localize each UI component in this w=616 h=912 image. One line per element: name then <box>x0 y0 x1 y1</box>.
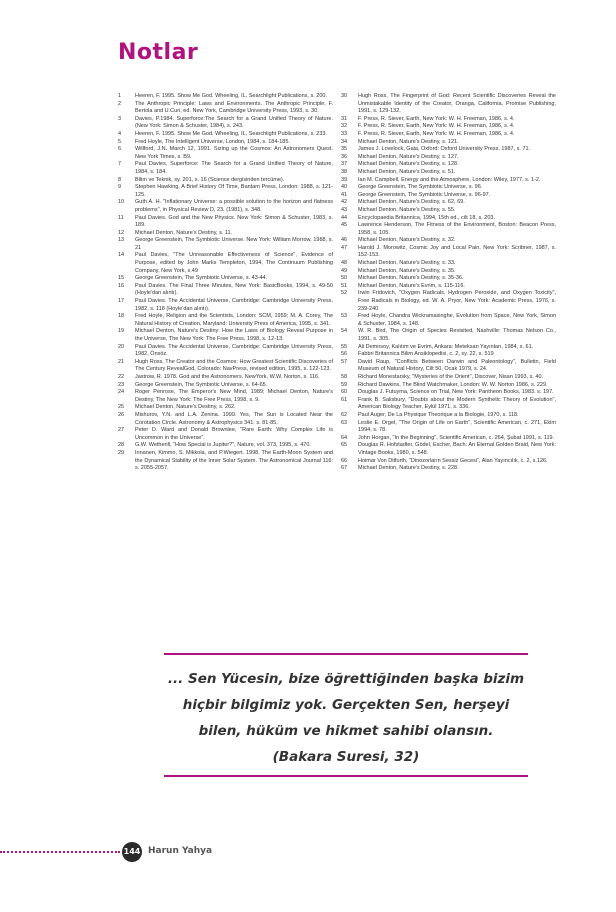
note-number: 14 <box>118 252 125 259</box>
note-number: 52 <box>341 290 348 297</box>
quote-line: ... Sen Yücesin, bize öğrettiğinden başka bizim <box>167 671 525 687</box>
note-item <box>341 344 556 352</box>
note-text: James J. Lovelock, Gaia, Oxford: Oxford University Press, 1987, s. 71. <box>358 146 531 153</box>
note-number: 56 <box>341 351 348 358</box>
note-text: Willford, J.N. March 12, 1991. Sizing up the Cosmos: An Astronomers Quest. New York Times, s. B9. <box>135 146 333 160</box>
note-number: 23 <box>118 381 125 388</box>
note-number: 1 <box>118 93 122 99</box>
quote-line: bilen, hüküm ve hikmet sahibi olansın. <box>198 723 494 739</box>
note-item <box>118 215 333 230</box>
note-text: Roger Penrose, The Emperor's New Mind, 1989; Michael Denton, Nature's Destiny, The New York: The Free Press, 1998, s. 9. <box>135 389 333 403</box>
note-number: 50 <box>341 275 348 282</box>
note-number: 55 <box>341 343 348 350</box>
note-item <box>341 192 556 200</box>
note-text: Heeren, F. 1995. Show Me God. Wheeling, IL, Searchlight Publications, s. 233. <box>135 130 327 137</box>
note-item <box>341 131 556 139</box>
note-item <box>118 93 333 101</box>
note-item <box>118 389 333 404</box>
note-text: Hugh Ross, The Fingerprint of God: Recent Scientific Discoveries Reveal the Unmistakable Identity of the Creator, Oranga, California, Promise Publishing, 1991, s. 129-132. <box>358 93 556 115</box>
footer-brand: Harun Yahya <box>148 846 213 856</box>
notes-column-right <box>341 93 556 473</box>
note-item <box>118 177 333 185</box>
note-item <box>341 169 556 177</box>
quote-block <box>130 666 562 770</box>
note-item <box>118 275 333 283</box>
note-number: 44 <box>341 214 348 221</box>
note-item <box>341 177 556 185</box>
note-text: Douglas R. Hofstadter, Gödel, Escher, Bach: An Eternal Golden Braid, New York: Vintage Books, 1980, s. 548. <box>358 442 556 456</box>
note-number: 16 <box>118 282 125 289</box>
note-number: 22 <box>118 373 125 380</box>
note-item <box>341 154 556 162</box>
note-number: 57 <box>341 358 348 365</box>
note-number: 29 <box>118 449 125 456</box>
note-text: George Greenstein, The Symbiotic Universe, s. 96. <box>358 184 483 191</box>
quote-line: hiçbir bilgimiz yok. Gerçekten Sen, herşeyi <box>182 697 510 713</box>
note-text: Fred Hoyle, The Intelligent Universe, London, 1984, s. 184-185. <box>135 138 290 145</box>
note-text: Harold J. Morowitz, Cosmic Joy and Local Pain, New York: Scribner, 1987, s. 152-153. <box>358 244 556 259</box>
note-item <box>341 420 556 435</box>
note-number: 31 <box>341 115 348 122</box>
note-number: 12 <box>118 229 125 236</box>
note-text: Michael Denton, Nature's Destiny, s. 33. <box>358 260 456 267</box>
note-item <box>118 199 333 214</box>
note-number: 39 <box>341 176 348 183</box>
note-item <box>341 123 556 131</box>
note-item <box>341 465 556 473</box>
note-text: Fred Hoyle, Chandra Wickramasinghe, Evolution from Space, New York, Simon & Schuster, 1984, s. 148. <box>358 313 556 327</box>
note-item <box>341 260 556 268</box>
note-number: 60 <box>341 389 348 396</box>
note-item <box>341 139 556 147</box>
note-item <box>118 374 333 382</box>
note-text: Ian M. Campbell, Energy and the Atmosphere, London: Wiley, 1977, s. 1-2. <box>358 176 541 183</box>
note-number: 6 <box>118 146 122 153</box>
note-text: Paul Davies. God and the New Physics. New York: Simon & Schuster, 1983, s. 189. <box>135 214 333 229</box>
note-text: Paul Davies, "The Unreasonable Effectiveness of Science", Evidence of Purpose, edited by John Marks Templeton, 1994, The Continuum Publishing Company, New York, s.49 <box>135 252 333 274</box>
note-number: 61 <box>341 396 348 403</box>
note-text: Heeren, F. 1995. Show Me God. Wheeling, IL, Searchlight Publications, s. 200. <box>135 93 327 99</box>
note-number: 28 <box>118 442 125 449</box>
note-item <box>118 328 333 343</box>
note-number: 4 <box>118 130 122 137</box>
note-item <box>118 237 333 252</box>
note-text: Fred Hoyle, Religion and the Scientists, London: SCM, 1959; M. A. Corey, The Natural History of Creation, Maryland: University Press of America, 1995, s. 341. <box>135 313 333 327</box>
note-text: Guth A. H. "Inflationary Universe: a possible solution to the horizon and flatness problems", in Physical Review D, 23. (1981), s. 348. <box>135 199 333 213</box>
note-number: 47 <box>341 244 348 251</box>
note-item <box>118 427 333 442</box>
note-text: F. Press, R. Siever, Earth, New York: W. H. Freeman, 1986, s. 4. <box>358 130 515 137</box>
note-text: Encyclopaedia Britannica, 1994, 15th ed., cilt 18, s. 203. <box>358 214 495 221</box>
note-text: W. R. Bird, The Origin of Species Revisited, Nashville: Thomas Nelson Co., 1991, s. 305. <box>358 328 556 342</box>
note-number: 5 <box>118 138 122 145</box>
note-item <box>341 397 556 412</box>
note-number: 38 <box>341 168 348 175</box>
note-text: Paul Davies. The Accidental Universe, Cambridge: Cambridge University Press, 1982, s. 118 (Hoyle'dan alıntı). <box>135 298 333 312</box>
note-item <box>341 207 556 215</box>
note-text: Fabbri Britannica Bilim Ansiklopedisi, c. 2, sy. 22, s. 519 <box>358 351 494 358</box>
note-number: 30 <box>341 93 348 99</box>
note-item <box>341 458 556 466</box>
note-text: Frank B. Salisbury, "Doubts about the Modern Synthetic Theory of Evolution", American Biology Teacher, Eylül 1971, s. 336. <box>358 396 556 411</box>
note-text: F. Press, R. Siever, Earth, New York: W. H. Freeman, 1986, s. 4. <box>358 115 515 122</box>
note-text: Stephen Hawking, A Brief History Of Time, Bantam Press, London: 1988, s. 121-125. <box>135 184 333 198</box>
note-number: 45 <box>341 222 348 229</box>
note-number: 62 <box>341 411 348 418</box>
note-text: Hugh Ross, The Creator and the Cosmos: How Greatest Scientific Discoveries of The Century RevealGod, Colorado: NavPress, revised edition, 1995, s. 122-123. <box>135 358 333 373</box>
note-item <box>341 199 556 207</box>
note-text: Hoimar Von Ditfurth, "Dinozorların Sessiz Gecesi", Alan Yayıncılık, c. 2, s.126. <box>358 457 548 464</box>
footer-dotted-line <box>0 851 120 853</box>
note-number: 19 <box>118 328 125 335</box>
note-item <box>341 245 556 260</box>
note-number: 20 <box>118 343 125 350</box>
note-item <box>341 389 556 397</box>
note-number: 59 <box>341 381 348 388</box>
note-item <box>118 139 333 147</box>
note-number: 15 <box>118 275 125 282</box>
note-item <box>341 313 556 328</box>
note-item <box>341 382 556 390</box>
note-text: John Horgan, "In the Beginning", Scientific American, c. 264, Şubat 1991, s. 119. <box>358 434 555 441</box>
note-item <box>118 161 333 176</box>
note-number: 51 <box>341 282 348 289</box>
note-text: Michael Denton, Nature's Destiny, s. 51. <box>358 168 456 175</box>
note-text: George Greenstein, The Symbiotic Universe, s. 64-65. <box>135 381 268 388</box>
note-text: Michael Denton, Nature's Destiny, s. 35-36. <box>358 275 464 282</box>
note-text: Michael Denton, Nature's Evrim, s. 115-116. <box>358 282 465 289</box>
note-item <box>341 351 556 359</box>
note-text: Michael Denton, Nature's Destiny, s. 121. <box>358 138 459 145</box>
note-number: 40 <box>341 184 348 191</box>
note-item <box>118 283 333 298</box>
note-item <box>118 116 333 131</box>
note-number: 54 <box>341 328 348 335</box>
note-text: Paul Davies, Superforce: The Search for a Grand Unified Theory of Nature, 1984, s. 184. <box>135 161 333 175</box>
note-number: 58 <box>341 373 348 380</box>
note-item <box>341 290 556 313</box>
quote-source: (Bakara Suresi, 32) <box>272 749 420 765</box>
note-number: 64 <box>341 434 348 441</box>
note-item <box>341 146 556 154</box>
note-item <box>118 146 333 161</box>
note-item <box>341 268 556 276</box>
note-item <box>118 131 333 139</box>
quote-top-rule <box>164 653 528 655</box>
note-text: Michael Denton, Nature's Destiny, s. 127. <box>358 153 459 160</box>
note-item <box>341 359 556 374</box>
note-text: Paul Davies. The Final Three Minutes, New York: BasicBooks, 1994, s. 49-50 (Hoyle'dan alıntı). <box>135 282 333 297</box>
note-text: F. Press, R. Siever, Earth, New York: W. H. Freeman, 1986, s. 4. <box>358 123 515 130</box>
note-text: The Anthropic Principle: Laws and Environments. The Anthropic Principle, F. Bertola and U.Curi, ed. New York, Cambridge University Press, 1993, s. 30. <box>135 100 333 115</box>
note-item <box>118 404 333 412</box>
note-text: David Raup, "Conflicts Between Darwin and Paleontology", Bulletin, Field Museum of Natural History, Cilt 50, Ocak 1979, s. 24. <box>358 358 556 373</box>
note-number: 21 <box>118 358 125 365</box>
note-item <box>341 374 556 382</box>
note-item <box>341 222 556 237</box>
note-number: 37 <box>341 161 348 168</box>
note-text: Michael Denton, Nature's Destiny, s. 62, 69. <box>358 199 465 206</box>
note-text: Davies, P.1984. Superforce:The Search for a Grand Unified Theory of Nature. (New York: Simon & Schuster, 1984), s. 243. <box>135 115 333 130</box>
note-number: 34 <box>341 138 348 145</box>
note-number: 24 <box>118 389 125 396</box>
note-number: 17 <box>118 298 125 305</box>
note-text: Michael Denton, Nature's Destiny: How the Laws of Biology Reveal Purpose in the Universe, The New York: The Free Press, 1998, s. 12-13. <box>135 328 333 342</box>
note-text: Michael Denton, Nature's Destiny, s. 128. <box>358 161 459 168</box>
note-number: 13 <box>118 237 125 244</box>
note-item <box>341 412 556 420</box>
note-number: 18 <box>118 313 125 320</box>
note-text: G.W. Wetherill, "How Special is Jupiter?", Nature, vol. 373, 1995, s. 470. <box>135 442 311 449</box>
note-number: 35 <box>341 146 348 153</box>
note-number: 43 <box>341 206 348 213</box>
note-text: Michael Denton, Nature's Destiny, s. 35. <box>358 267 456 274</box>
note-text: George Greenstein, The Symbiotic Universe, s. 96-97. <box>358 191 491 198</box>
note-item <box>341 93 556 116</box>
note-item <box>341 161 556 169</box>
note-text: Richard Monestarsky, "Mysteries of the Orient", Discover, Nisan 1993, s. 40. <box>358 373 544 380</box>
note-text: Peter D. Ward and Donald Brownlee, "Rare Earth: Why Complex Life is Uncommon in the Universe". <box>135 427 333 441</box>
note-text: George Greenstein, The Symbiotic Universe. New York: William Morrow, 1988, s. 21 <box>135 237 333 251</box>
note-number: 65 <box>341 442 348 449</box>
note-text: Michael Denton, Nature's Destiny, s. 262. <box>135 404 236 411</box>
note-text: Mishurov, Y.N. and L.A. Zenina. 1999. Yes, The Sun is Located Near the Corotation Circle. Astronomy & Astrophysics 341: s. 81-85. <box>135 411 333 426</box>
note-number: 53 <box>341 313 348 320</box>
note-number: 41 <box>341 191 348 198</box>
note-item <box>118 412 333 427</box>
note-item <box>341 116 556 124</box>
quote-bottom-rule <box>164 775 528 777</box>
note-item <box>118 101 333 116</box>
note-number: 2 <box>118 100 122 107</box>
note-number: 67 <box>341 465 348 472</box>
note-number: 46 <box>341 237 348 244</box>
note-item <box>341 215 556 223</box>
page-title: Notlar <box>118 40 199 65</box>
note-number: 10 <box>118 199 125 206</box>
note-number: 27 <box>118 427 125 434</box>
note-item <box>341 435 556 443</box>
note-number: 48 <box>341 260 348 267</box>
note-item <box>118 344 333 359</box>
note-item <box>341 283 556 291</box>
note-number: 8 <box>118 176 122 183</box>
note-item <box>341 237 556 245</box>
note-number: 25 <box>118 404 125 411</box>
note-item <box>118 359 333 374</box>
note-number: 49 <box>341 267 348 274</box>
note-number: 9 <box>118 184 122 191</box>
note-text: Ali Demirsoy, Kalıtım ve Evrim, Ankara: Meteksan Yayınları, 1984, s. 61. <box>358 343 534 350</box>
note-item <box>118 298 333 313</box>
note-item <box>118 442 333 450</box>
note-item <box>341 184 556 192</box>
note-text: George Greenstein, The Symbiotic Universe, s. 43-44. <box>135 275 268 282</box>
note-number: 11 <box>118 214 124 221</box>
note-number: 42 <box>341 199 348 206</box>
note-text: Jastrow, R. 1978. God and the Astronomers. NewYork, W.W. Norton, s. 116. <box>135 373 320 380</box>
note-text: Douglas J. Futuyma, Science on Trial, New York: Pantheon Books, 1983. s. 197. <box>358 389 554 396</box>
note-item <box>341 328 556 343</box>
note-text: Michael Denton, Nature's Destiny, s. 11. <box>135 229 233 236</box>
note-number: 32 <box>341 123 348 130</box>
note-text: Michael Denton, Nature's Destiny, s. 32. <box>358 237 456 244</box>
note-number: 36 <box>341 153 348 160</box>
note-item <box>118 382 333 390</box>
note-item <box>341 442 556 457</box>
note-text: Michael Denton, Nature's Destiny, s. 228. <box>358 465 459 472</box>
note-number: 26 <box>118 411 125 418</box>
note-number: 33 <box>341 130 348 137</box>
note-number: 7 <box>118 161 122 168</box>
note-text: Richard Dawkins, The Blind Watchmaker, London: W. W. Norton 1986, s. 229. <box>358 381 548 388</box>
note-text: Irwin Fridovich, "Oxygen Radicals, Hydrogen Peroxide, and Oxygen Toxicity", Free Radicals in Biology, ed. W. A. Pryor, New York: Academic Press, 1976, s. 239-240. <box>358 290 556 312</box>
note-text: Leslie E. Orgel, "The Origin of Life on Earth", Scientific American, c. 271, Ekim 1994, s. 78. <box>358 419 556 434</box>
note-item <box>118 450 333 473</box>
note-item <box>118 184 333 199</box>
note-number: 66 <box>341 457 348 464</box>
note-item <box>341 275 556 283</box>
note-item <box>118 230 333 238</box>
page-number-badge: 144 <box>122 842 142 862</box>
note-item <box>118 313 333 328</box>
note-text: Bilim ve Teknik, sy. 201, s. 16 (Science dergisinden tercüme). <box>135 176 285 183</box>
notes-column-left <box>118 93 333 473</box>
note-text: Paul Auger, De La Physique Theorique a la Biologie, 1970, s. 118. <box>358 411 519 418</box>
note-number: 3 <box>118 115 122 122</box>
note-text: Michael Denton, Nature's Destiny, s. 55. <box>358 206 456 213</box>
note-text: Innanen, Kimmo, S. Mikkola, and P.Wiegert. 1998. The Earth-Moon System and the Dynamical Stability of the Inner Solar System. The Astronomical Journal 116: s. 2055-2057. <box>135 449 333 472</box>
note-number: 63 <box>341 419 348 426</box>
note-text: Lawrence Henderson, The Fitness of the Environment, Boston: Beacon Press, 1958, s. 105. <box>358 222 556 236</box>
note-text: Paul Davies. The Accidental Universe, Cambridge: Cambridge University Press, 1982, Önsöz. <box>135 343 333 358</box>
note-item <box>118 252 333 275</box>
